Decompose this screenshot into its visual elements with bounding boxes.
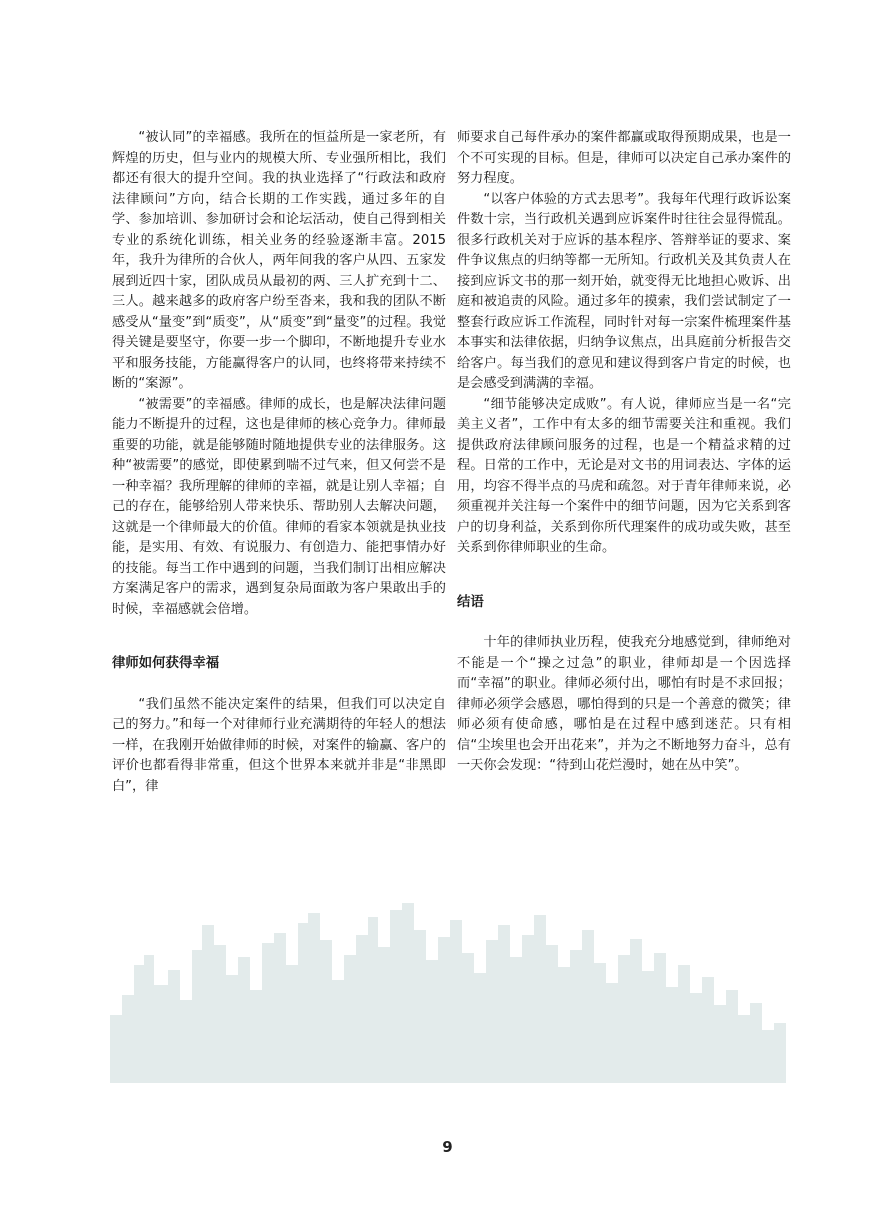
- paragraph: “细节能够决定成败”。有人说，律师应当是一名“完美主义者”，工作中有太多的细节需要关注和重视。我们提供政府法律顾问服务的过程，也是一个精益求精的过程。日常的工作中，无论是对文书的用词表达、字体的运用，均容不得半点的马虎和疏忽。对于青年律师来说，必须重视并关注每一个案件中的细节问题，因为它关系到客户的切身利益，关系到你所代理案件的成功或失败，甚至关系到你律师职业的生命。: [457, 396, 791, 555]
- right-column: [457, 128, 791, 777]
- paragraph: 十年的律师执业历程，使我充分地感觉到，律师绝对不能是一个“操之过急”的职业，律师却是一个因选择而“幸福”的职业。律师必须付出，哪怕有时是不求回报；律师必须学会感恩，哪怕得到的只是一个善意的微笑；律师必须有使命感，哪怕是在过程中感到迷茫。只有相信“尘埃里也会开出花来”，并为之不断地努力奋斗，总有一天你会发现：“待到山花烂漫时，她在丛中笑”。: [457, 635, 791, 773]
- paragraph-continued: 师要求自己每件承办的案件都赢或取得预期成果，也是一个不可实现的目标。但是，律师可以决定自己承办案件的努力程度。: [457, 130, 791, 186]
- skyline-silhouette: [110, 903, 786, 1083]
- paragraph: “被需要”的幸福感。律师的成长，也是解决法律问题能力不断提升的过程，这也是律师的核心竞争力。律师最重要的功能，就是能够随时随地提供专业的法律服务。这种“被需要”的感觉，即使累到喘不过气来，但又何尝不是一种幸福？我所理解的律师的幸福，就是让别人幸福；自己的存在，能够给别人带来快乐、帮助别人去解决问题，这就是一个律师最大的价值。律师的看家本领就是执业技能，是实用、有效、有说服力、有创造力、能把事情办好的技能。每当工作中遇到的问题，当我们制订出相应解决方案满足客户的需求，遇到复杂局面敢为客户果敢出手的时候，幸福感就会倍增。: [112, 396, 446, 617]
- page-number: 9: [442, 1138, 453, 1156]
- paragraph: “被认同”的幸福感。我所在的恒益所是一家老所，有辉煌的历史，但与业内的规模大所、专业强所相比，我们都还有很大的提升空间。我的执业选择了“行政法和政府法律顾问”方向，结合长期的工作实践，通过多年的自学、参加培训、参加研讨会和论坛活动，使自己得到相关专业的系统化训练，相关业务的经验逐渐丰富。2015年，我升为律所的合伙人，两年间我的客户从四、五家发展到近四十家，团队成员从最初的两、三人扩充到十二、三人。越来越多的政府客户纷至沓来，我和我的团队不断感受从“量变”到“质变”，从“质变”到“量变”的过程。我觉得关键是要坚守，你要一步一个脚印，不断地提升专业水平和服务技能，方能赢得客户的认同，也终将带来持续不断的“案源”。: [112, 130, 446, 391]
- paragraph: “以客户体验的方式去思考”。我每年代理行政诉讼案件数十宗，当行政机关遇到应诉案件时往往会显得慌乱。很多行政机关对于应诉的基本程序、答辩举证的要求、案件争议焦点的归纳等都一无所知。行政机关及其负责人在接到应诉文书的那一刻开始，就变得无比地担心败诉、出庭和被追责的风险。通过多年的摸索，我们尝试制定了一整套行政应诉工作流程，同时针对每一宗案件梳理案件基本事实和法律依据，归纳争议焦点，出具庭前分析报告交给客户。每当我们的意见和建议得到客户肯定的时候，也是会感受到满满的幸福。: [457, 191, 791, 391]
- paragraph: “我们虽然不能决定案件的结果，但我们可以决定自己的努力。”和每一个对律师行业充满期待的年轻人的想法一样，在我刚开始做律师的时候，对案件的输赢、客户的评价也都看得非常重，但这个世界本来就并非是“非黑即白”，律: [112, 696, 446, 794]
- left-column: [112, 128, 446, 797]
- city-skyline-illustration: [110, 895, 786, 1083]
- section-heading: 结语: [457, 594, 484, 610]
- section-heading: 律师如何获得幸福: [112, 656, 220, 671]
